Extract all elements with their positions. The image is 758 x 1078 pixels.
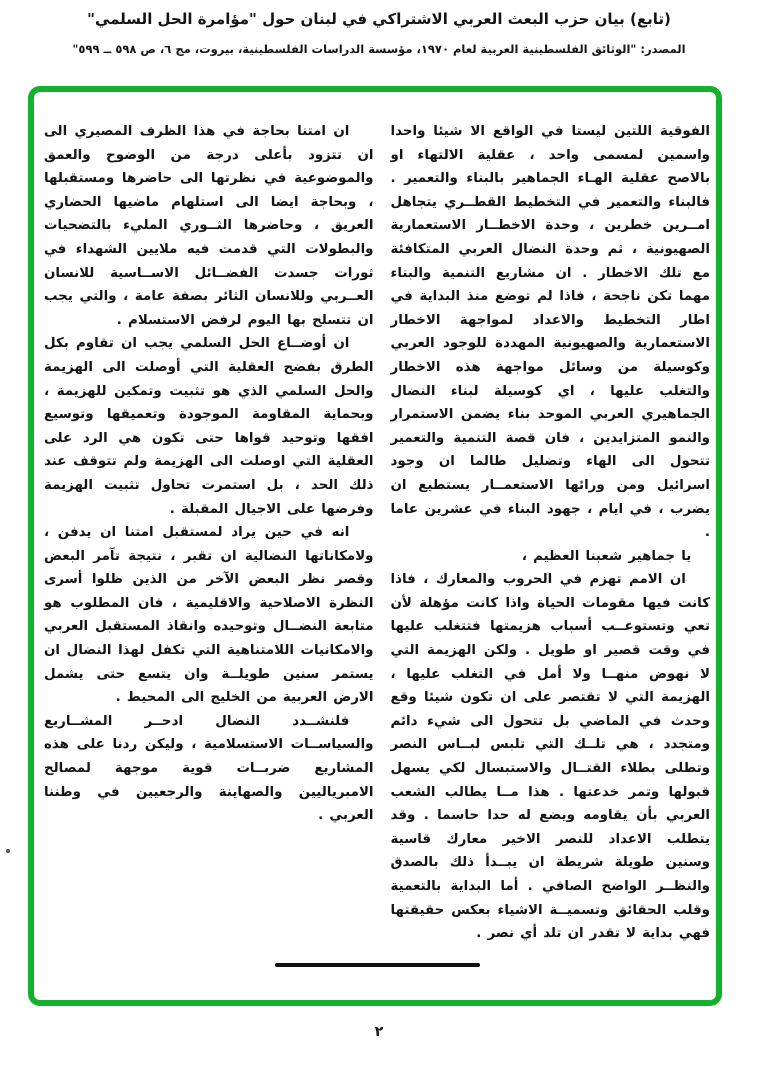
end-of-text-rule [275,963,480,967]
paragraph: ان أوضــاع الحل السلمي يجب ان تقاوم بكل الطرق بفضح العقلية التي أوصلت الى الهزيمة والحل السلمي الذي هو تثبيت وتمكين للهزيمة ، وبحماية المقاومة الموجودة وتعميقها وتوسيع افقها وتوحيد قواها حتى تكون هي الرد على العقلية التي اوصلت الى الهزيمة ولم تتوقف عند ذلك الحد ، بل استمرت تحاول تثبيت الهزيمة وفرضها على الاجيال المقبلة . [44,336,374,517]
page-number: ٢ [374,1024,384,1040]
page-title: (تابع) بيان حزب البعث العربي الاشتراكي في لبنان حول "مؤامرة الحل السلمي" [87,10,671,28]
text-column-right [391,120,711,946]
paragraph: انه في حين يراد لمستقبل امتنا ان يدفن ، ولامكاناتها النضالية ان تقبر ، نتيجة تآمر البعض وقصر نظر البعض الآخر من الذين ظلوا أسرى النظرة الاصلاحية والاقليمية ، فان المطلوب هو متابعة النضــال وتوحيده وانقاذ المستقبل العربي والامكانيات اللامتناهية التي تكفل لهذا النضال ان يستمر سنين طويلــة وان يتسع حتى يشمل الارض العربية من الخليج الى المحيط . [44,525,374,706]
paragraph: فلنشــدد النضال ادحــر المشــاريع والسياســات الاستسلامية ، وليكن ردنا على هذه المشاريع ضربــات قوية موجهة لمصالح الامبرياليين والصهاينة والرجعيين في وطننا العربي . [44,713,374,824]
paragraph: الفوقية اللتين ليستا في الواقع الا شيئا واحدا واسمين لمسمى واحد ، عقلية الالتهاء او بالاصح عقلية الهـاء الجماهير بالبناء والتعمير . فالبناء والتعمير في التخطيط القطــري يتجاهل امــرين خطرين ، وحدة الاخطــار الاستعمارية الصهيونية ، ثم وحدة النضال العربي المتكافئة مع تلك الاخطار . ان مشاريع التنمية والبناء مهما تكن ناجحة ، فاذا لم توضع منذ البداية في اطار التخطيط والاعداد لمواجهة الاخطار الاستعمارية والصهيونية المهددة للوجود العربي وكوسيلة من وسائل مواجهة هذه الاخطار والتغلب عليها ، اي كوسيلة لبناء النضال الجماهيري العربي الموحد بناء يضمن الاستمرار والنمو المتزايدين ، فان قصة التنمية والتعمير تتحول الى الهاء وتضليل طالما ان وجود اسرائيل ومن ورائها الاستعمــار يستطيع ان يضرب ، في ايام ، جهود البناء في عشرين عاما . [390,124,710,541]
text-column-left [44,120,374,828]
salutation-line: يا جماهير شعبنا العظيم ، [521,548,692,564]
document-frame [28,86,722,1006]
paragraph: ان امتنا بحاجة في هذا الظرف المصيري الى ان تتزود بأعلى درجة من الوضوح والعمق والموضوعية في نظرتها الى حاضرها ومستقبلها ، وبحاجة ايضا الى استلهام ماضيها الحضاري العريق ، وحاضرها الثــوري المليء بالتضحيات والبطولات التي قدمت فيه ملايين الشهداء في ثورات جسدت الفضــائل الاســاسية للانسان العــربي وللانسان الثائر بصفة عامة ، والتي يجب ان تتسلح بها اليوم لرفض الاستسلام . [44,124,374,328]
scan-artifact-dot [6,849,10,853]
paragraph: ان الامم تهزم في الحروب والمعارك ، فاذا كانت فيها مقومات الحياة واذا كانت مؤهلة لأن تعي وتستوعــب أسباب هزيمتها فتتغلب عليها في وقت قصير او طويل . ولكن الهزيمة التي لا نهوض منهــا ولا أمل في التغلب عليها ، الهزيمة التي لا تقتصر على ان تكون شيئا وقع وحدث في الماضي بل تتحول الى شيء دائم ومتجدد ، هي تلــك التي تلبس لبــاس النصر وتطلى بطلاء القتــال والاستبسال لكي يسهل قبولها وتمر خدعتها . هذا مــا يطالب الشعب العربي بأن يقاومه ويضع له حدا حاسما . وقد يتطلب الاعداد للنصر الاخير معارك قاسية وسنين طويلة شريطة ان يبــدأ ذلك بالصدق والنظــر الواضح الصافي . أما البداية بالتعمية وقلب الحقائق وتسميــة الاشياء بعكس حقيقتها فهي بداية لا تقدر ان تلد أي نصر . [390,572,710,942]
source-citation: المصدر: "الوثائق الفلسطينية العربية لعام ١٩٧٠، مؤسسة الدراسات الفلسطينية، بيروت، مج ٦، ص ٥٩٨ ــ ٥٩٩" [72,42,686,56]
text-columns [44,120,710,946]
